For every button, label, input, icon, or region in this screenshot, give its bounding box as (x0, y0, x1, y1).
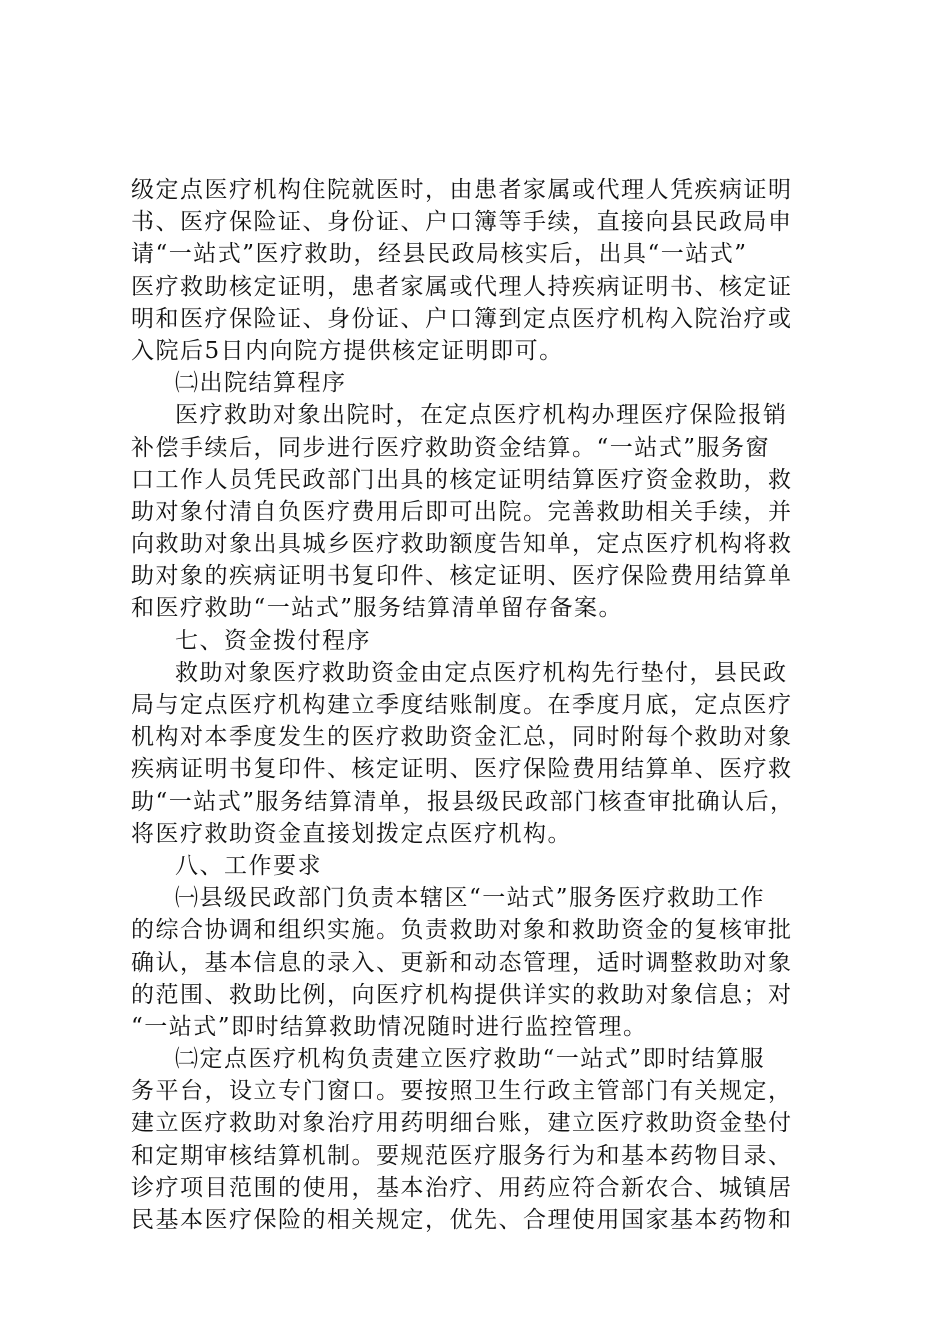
text-line: 民基本医疗保险的相关规定，优先、合理使用国家基本药物和 (131, 1207, 793, 1233)
text-line: 的范围、救助比例，向医疗机构提供详实的救助对象信息；对 (131, 981, 793, 1008)
text-line: 疾病证明书复印件、核定证明、医疗保险费用结算单、医疗救 (131, 756, 793, 783)
text-line: 补偿手续后，同步进行医疗救助资金结算。“一站式”服务窗 (131, 434, 771, 461)
paragraph-start-line: 医疗救助对象出院时，在定点医疗机构办理医疗保险报销 (175, 402, 788, 429)
text-line: 和定期审核结算机制。要规范医疗服务行为和基本药物目录、 (131, 1142, 793, 1169)
text-line: 口工作人员凭民政部门出具的核定证明结算医疗资金救助，救 (131, 466, 793, 493)
document-body (131, 174, 831, 1236)
text-line: “一站式”即时结算救助情况随时进行监控管理。 (131, 1013, 648, 1040)
text-line: 建立医疗救助对象治疗用药明细台账，建立医疗救助资金垫付 (131, 1110, 793, 1137)
text-line: 医疗救助核定证明，患者家属或代理人持疾病证明书、核定证 (131, 273, 793, 300)
text-line: 向救助对象出具城乡医疗救助额度告知单，定点医疗机构将救 (131, 531, 793, 558)
text-line: 和医疗救助“一站式”服务结算清单留存备案。 (131, 595, 624, 622)
text-line: 请“一站式”医疗救助，经县民政局核实后，出具“一站式” (131, 241, 748, 268)
text-line: 书、医疗保险证、身份证、户口簿等手续，直接向县民政局申 (131, 209, 793, 236)
text-line: 助“一站式”服务结算清单，报县级民政部门核查审批确认后， (131, 788, 795, 815)
paragraph-start-line: 救助对象医疗救助资金由定点医疗机构先行垫付，县民政 (175, 659, 788, 686)
paragraph-start-line: ㈠县级民政部门负责本辖区“一站式”服务医疗救助工作 (175, 885, 766, 912)
section-heading: 七、资金拨付程序 (175, 627, 371, 654)
section-heading: 八、工作要求 (175, 852, 322, 879)
text-line: 确认，基本信息的录入、更新和动态管理，适时调整救助对象 (131, 949, 793, 976)
text-line: 明和医疗保险证、身份证、户口簿到定点医疗机构入院治疗或 (131, 305, 793, 332)
text-line: 的综合协调和组织实施。负责救助对象和救助资金的复核审批 (131, 917, 793, 944)
text-line: 机构对本季度发生的医疗救助资金汇总，同时附每个救助对象 (131, 724, 793, 751)
section-heading: ㈡出院结算程序 (175, 370, 347, 397)
text-line: 入院后5日内向院方提供核定证明即可。 (131, 337, 564, 364)
text-line: 将医疗救助资金直接划拨定点医疗机构。 (131, 820, 572, 847)
text-line: 局与定点医疗机构建立季度结账制度。在季度月底，定点医疗 (131, 692, 793, 718)
paragraph-start-line: ㈡定点医疗机构负责建立医疗救助“一站式”即时结算服 (175, 1046, 766, 1073)
text-line: 务平台，设立专门窗口。要按照卫生行政主管部门有关规定， (131, 1078, 793, 1105)
text-line: 助对象的疾病证明书复印件、核定证明、医疗保险费用结算单 (131, 563, 793, 590)
text-line: 级定点医疗机构住院就医时，由患者家属或代理人凭疾病证明 (131, 177, 793, 203)
text-line: 助对象付清自负医疗费用后即可出院。完善救助相关手续，并 (131, 498, 793, 525)
text-line: 诊疗项目范围的使用，基本治疗、用药应符合新农合、城镇居 (131, 1174, 793, 1201)
